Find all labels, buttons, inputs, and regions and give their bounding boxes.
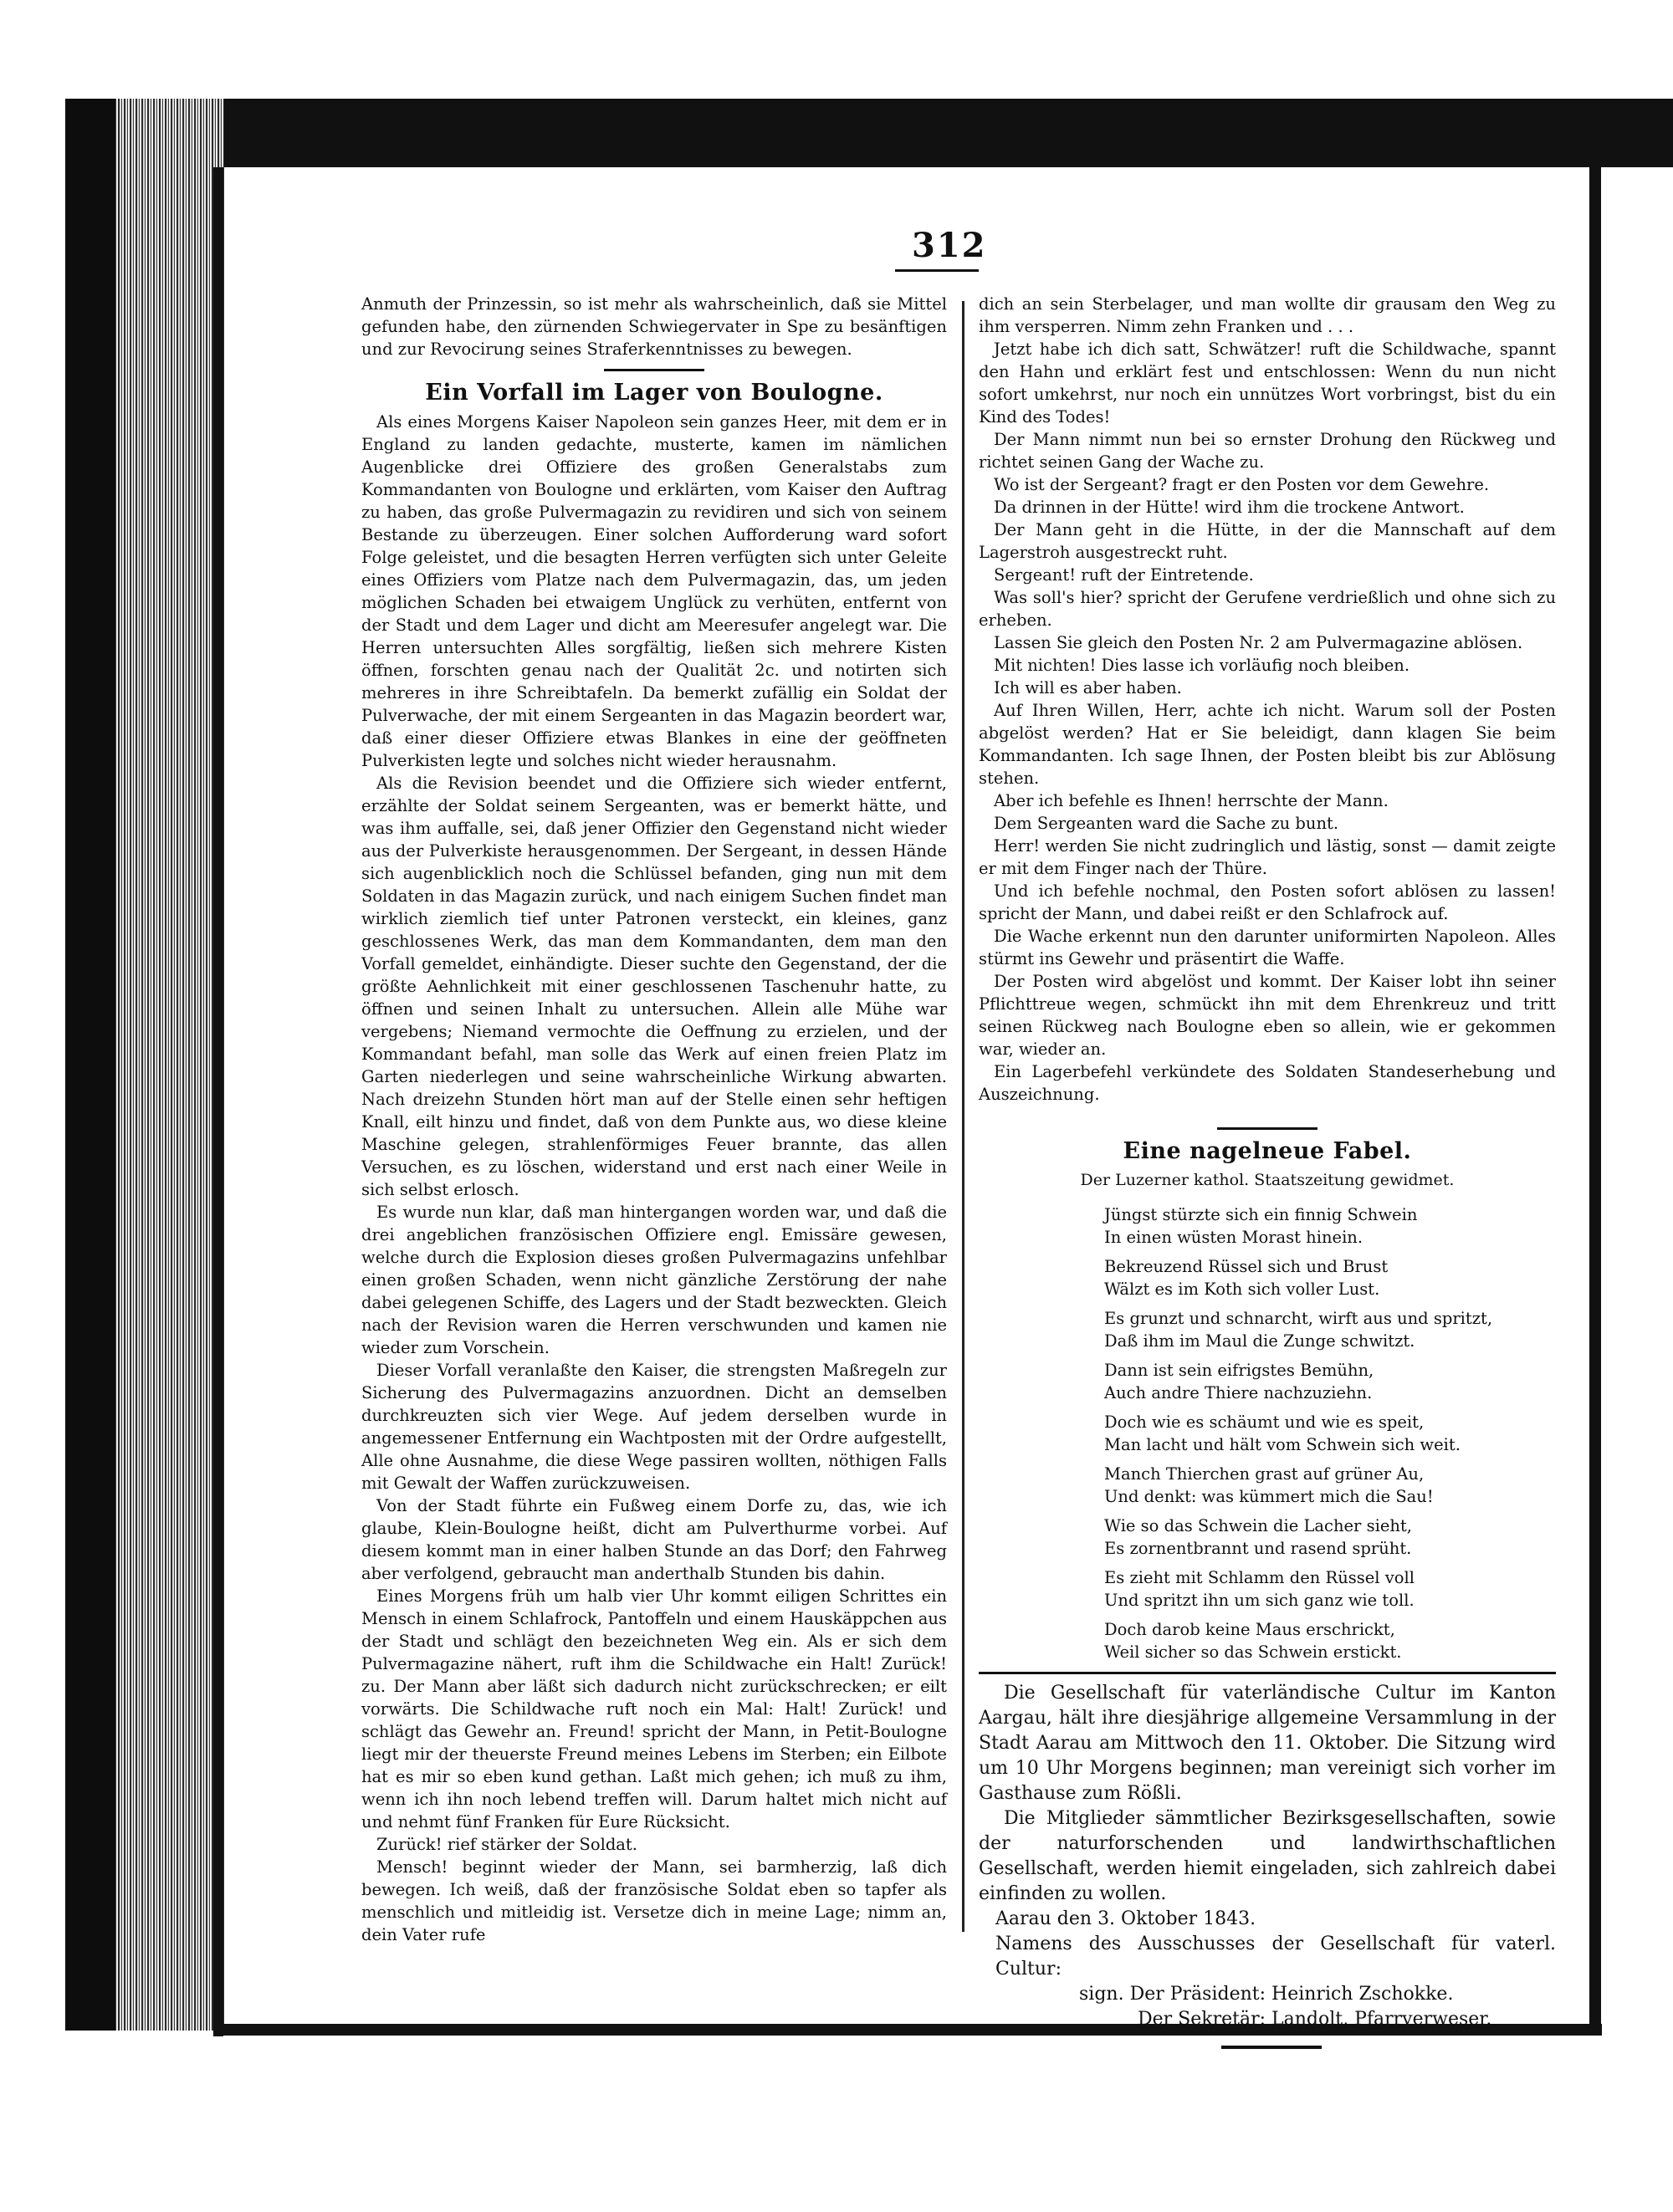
book-page-edges [65,99,224,2031]
poem-line: Man lacht und hält vom Schwein sich weit. [1104,1435,1461,1454]
poem-stanza [1104,1203,1556,1249]
column-separator [962,301,964,1932]
fable-poem [1104,1203,1556,1663]
fable-dedication: Der Luzerner kathol. Staatszeitung gewidmet. [1080,1171,1455,1189]
page-number: 312 [912,226,987,265]
article-paragraph: Der Posten wird abgelöst und kommt. Der Kaiser lobt ihn seiner Pflichttreue wegen, schmückt ihn mit dem Ehrenkreuz und tritt seinen Rückweg nach Boulogne eben so allein, wie er gekommen war, wieder an. [979,972,1556,1059]
poem-line: Es zornentbrannt und rasend sprüht. [1104,1539,1412,1558]
intro-paragraph: Anmuth der Prinzessin, so ist mehr als wahrscheinlich, daß sie Mittel gefunden habe, den zürnenden Schwiegervater in Spe zu besänftigen und zur Revocirung seines Straferkenntnisses zu bewegen. [361,294,947,359]
end-rule [1221,2046,1322,2049]
poem-line: Auch andre Thiere nachzuziehn. [1104,1383,1373,1402]
poem-stanza [1104,1411,1556,1456]
poem-stanza [1104,1618,1556,1663]
article-paragraph: Da drinnen in der Hütte! wird ihm die trockene Antwort. [994,498,1465,517]
page-number-rule [895,269,979,272]
announcement-signature: Namens des Ausschusses der Gesellschaft für vaterl. Cultur: [995,1934,1556,1980]
poem-line: Bekreuzend Rüssel sich und Brust [1104,1257,1389,1276]
left-column [361,293,947,1946]
poem-line: Jüngst stürzte sich ein finnig Schwein [1104,1205,1418,1224]
article-paragraph: Ich will es aber haben. [994,678,1182,697]
poem-line: Und spritzt ihn um sich ganz wie toll. [1104,1591,1415,1610]
section-rule [1217,1127,1317,1130]
announcement-date: Aarau den 3. Oktober 1843. [995,1908,1256,1929]
article-paragraph: Lassen Sie gleich den Posten Nr. 2 am Pulvermagazine ablösen. [994,633,1523,652]
fable-title: Eine nagelneue Fabel. [1123,1138,1412,1164]
poem-line: Es zieht mit Schlamm den Rüssel voll [1104,1568,1415,1587]
poem-stanza [1104,1359,1556,1404]
poem-line: Manch Thierchen grast auf grüner Au, [1104,1464,1425,1484]
article-headline: Ein Vorfall im Lager von Boulogne. [425,380,883,406]
poem-stanza [1104,1307,1556,1352]
poem-line: Doch darob keine Maus erschrickt, [1104,1620,1395,1639]
poem-stanza [1104,1515,1556,1560]
article-paragraph: Auf Ihren Willen, Herr, achte ich nicht. Warum soll der Posten abgelöst werden? Hat er Sie beleidigt, dann klagen Sie beim Kommandanten. Ich sage Ihnen, der Posten bleibt bis zur Ablösung stehen. [979,701,1556,788]
article-paragraph: Die Wache erkennt nun den darunter uniformirten Napoleon. Alles stürmt ins Gewehr und präsentirt die Waffe. [979,927,1556,968]
announcement-signature: Der Sekretär: Landolt, Pfarrverweser. [1138,2009,1492,2030]
article-paragraph: Eines Morgens früh um halb vier Uhr kommt eiligen Schrittes ein Mensch in einem Schlafrock, Pantoffeln und einem Hauskäppchen aus der Stadt und schlägt den bezeichneten Weg ein. Als er sich dem Pulvermagazine nähert, ruft ihm die Schildwache ein Halt! Zurück! zu. Der Mann aber läßt sich dadurch nicht zurückschrecken; er eilt vorwärts. Die Schildwache ruft noch ein Mal: Halt! Zurück! und schlägt das Gewehr an. Freund! spricht der Mann, in Petit-Boulogne liegt mir der theuerste Freund meines Lebens im Sterben; ein Eilbote hat es mir so eben kund gethan. Laßt mich gehen; ich muß zu ihm, wenn ich ihn noch lebend treffen will. Darum haltet mich nicht auf und nehmt fünf Franken für Eure Rücksicht. [361,1586,947,1831]
article-paragraph: Sergeant! ruft der Eintretende. [994,565,1254,585]
poem-line: Wie so das Schwein die Lacher sieht, [1104,1516,1412,1535]
poem-stanza [1104,1463,1556,1508]
article-paragraph: dich an sein Sterbelager, und man wollte dir grausam den Weg zu ihm versperren. Nimm zehn Franken und . . . [979,294,1556,336]
announcement [979,1672,1556,2049]
article-paragraph: Was soll's hier? spricht der Gerufene verdrießlich und ohne sich zu erheben. [979,588,1556,630]
article-paragraph: Dem Sergeanten ward die Sache zu bunt. [994,814,1339,833]
article-paragraph: Der Mann nimmt nun bei so ernster Drohung den Rückweg und richtet seinen Gang der Wache zu. [979,430,1556,472]
article-paragraph: Mit nichten! Dies lasse ich vorläufig noch bleiben. [994,656,1410,675]
article-paragraph: Dieser Vorfall veranlaßte den Kaiser, die strengsten Maßregeln zur Sicherung des Pulvermagazins anzuordnen. Dicht an demselben durchkreuzten sich vier Wege. Auf jedem derselben wurde in angemessener Entfernung ein Wachtposten mit der Ordre aufgestellt, Alle ohne Ausnahme, die diese Wege passiren wollten, nöthigen Falls mit Gewalt der Waffen zurückzuweisen. [361,1361,947,1493]
article-paragraph: Ein Lagerbefehl verkündete des Soldaten Standeserhebung und Auszeichnung. [979,1062,1556,1104]
poem-line: Weil sicher so das Schwein erstickt. [1104,1642,1402,1662]
article-paragraph: Und ich befehle nochmal, den Posten sofort ablösen zu lassen! spricht der Mann, und dabei reißt er den Schlafrock auf. [979,881,1556,923]
article-paragraph: Als eines Morgens Kaiser Napoleon sein ganzes Heer, mit dem er in England zu landen gedachte, musterte, kamen im nämlichen Augenblicke drei Offiziere des großen Generalstabs zum Kommandanten von Boulogne und erklärten, vom Kaiser den Auftrag zu haben, das große Pulvermagazin zu revidiren und sich von seinem Bestande zu überzeugen. Einer solchen Aufforderung ward sofort Folge geleistet, und die besagten Herren verfügten sich unter Geleite eines Offiziers vom Platze nach dem Pulvermagazin, das, um jeden möglichen Schaden bei etwaigem Unglück zu verhüten, entfernt von der Stadt und dem Lager und dicht am Meeresufer angelegt war. Die Herren untersuchten Alles sorgfältig, ließen sich mehrere Kisten öffnen, forschten genau nach der Qualität 2c. und notirten sich mehreres in ihre Schreibtafeln. Da bemerkt zufällig ein Soldat der Pulverwache, der mit einem Sergeanten in das Magazin beordert war, daß einer dieser Offiziere etwas Blankes in eine der geöffneten Pulverkisten legte und solches nicht wieder herausnahm. [361,412,947,770]
page-right-border [1589,105,1601,2028]
article-paragraph: Herr! werden Sie nicht zudringlich und lästig, sonst — damit zeigte er mit dem Finger nach der Thüre. [979,836,1556,878]
poem-line: Wälzt es im Koth sich voller Lust. [1104,1280,1380,1299]
announcement-signature: sign. Der Präsident: Heinrich Zschokke. [1079,1984,1454,2005]
poem-stanza [1104,1255,1556,1300]
article-paragraph: Als die Revision beendet und die Offiziere sich wieder entfernt, erzählte der Soldat seinem Sergeanten, was er bemerkt hätte, und was ihm auffalle, sei, daß jener Offizier den Gegenstand nicht wieder aus der Pulverkiste herausgenommen. Der Sergeant, in dessen Hände sich augenblicklich noch die Schlüssel befanden, ging nun mit dem Soldaten in das Magazin zurück, und nach einigem Suchen findet man wirklich ziemlich tief unter Patronen versteckt, ein kleines, ganz geschlossenes Werk, das man dem Kommandanten, dem man den Vorfall gemeldet, einhändigte. Dieser suchte den Gegenstand, der die größte Aehnlichkeit mit einer geschlossenen Taschenuhr hatte, zu öffnen und seinen Inhalt zu untersuchen. Allein alle Mühe war vergebens; Niemand vermochte die Oeffnung zu erzielen, und der Kommandant befahl, man solle das Werk auf einen freien Platz im Garten niederlegen und seine wahrscheinliche Wirkung abwarten. Nach dreizehn Stunden hört man auf der Stelle einen sehr heftigen Knall, eilt hinzu und findet, daß von dem Punkte aus, wo diese kleine Maschine gelegen, strahlenförmiges Feuer brannte, das allen Versuchen, es zu löschen, widerstand und erst nach einer Weile in sich selbst erlosch. [361,774,947,1199]
poem-stanza [1104,1566,1556,1612]
article-paragraph: Von der Stadt führte ein Fußweg einem Dorfe zu, das, wie ich glaube, Klein-Boulogne heißt, dicht am Pulverthurme vorbei. Auf diesem kommt man in einer halben Stunde an das Dorf; den Fahrweg aber verfolgend, gebraucht man anderthalb Stunden bis dahin. [361,1496,947,1583]
article-paragraph: Mensch! beginnt wieder der Mann, sei barmherzig, laß dich bewegen. Ich weiß, daß der französische Soldat eben so tapfer als menschlich und mitleidig ist. Versetze dich in meine Lage; nimm an, dein Vater rufe [361,1857,947,1944]
page-left-border [213,167,223,2036]
poem-line: Doch wie es schäumt und wie es speit, [1104,1413,1425,1432]
announcement-paragraph: Die Mitglieder sämmtlicher Bezirksgesellschaften, sowie der naturforschenden und landwirthschaftlichen Gesellschaft, werden hiemit eingeladen, sich zahlreich dabei einfinden zu wollen. [979,1808,1556,1904]
poem-line: Es grunzt und schnarcht, wirft aus und spritzt, [1104,1309,1493,1328]
article-paragraph: Der Mann geht in die Hütte, in der die Mannschaft auf dem Lagerstroh ausgestreckt ruht. [979,520,1556,562]
article-paragraph: Zurück! rief stärker der Soldat. [376,1835,637,1854]
announcement-paragraph: Die Gesellschaft für vaterländische Cultur im Kanton Aargau, hält ihre diesjährige allgemeine Versammlung in der Stadt Aarau am Mittwoch den 11. Oktober. Die Sitzung wird um 10 Uhr Morgens beginnen; man vereinigt sich vorher im Gasthause zum Rößli. [979,1683,1556,1804]
top-border [65,99,1673,167]
poem-line: Dann ist sein eifrigstes Bemühn, [1104,1361,1374,1380]
section-rule [604,369,704,371]
article-paragraph: Wo ist der Sergeant? fragt er den Posten vor dem Gewehre. [994,475,1490,494]
article-paragraph: Es wurde nun klar, daß man hintergangen worden war, und daß die drei angeblichen französischen Offiziere engl. Emissäre gewesen, welche durch die Explosion dieses großen Pulvermagazins unfehlbar einen großen Schaden, wenn nicht gänzliche Zerstörung der nahe dabei gelegenen Schiffe, des Lagers und der Stadt bezweckten. Gleich nach der Revision waren die Herren verschwunden und kamen nie wieder zum Vorschein. [361,1203,947,1357]
poem-line: Und denkt: was kümmert mich die Sau! [1104,1487,1434,1506]
article-paragraph: Aber ich befehle es Ihnen! herrschte der Mann. [994,791,1389,810]
article-paragraph: Jetzt habe ich dich satt, Schwätzer! ruft die Schildwache, spannt den Hahn und erklärt fest und entschlossen: Wenn du nun nicht sofort umkehrst, nur noch ein unnützes Wort vorbringst, bist du ein Kind des Todes! [979,340,1556,427]
poem-line: Daß ihm im Maul die Zunge schwitzt. [1104,1331,1415,1351]
right-column [979,293,1556,2049]
poem-line: In einen wüsten Morast hinein. [1104,1228,1363,1247]
